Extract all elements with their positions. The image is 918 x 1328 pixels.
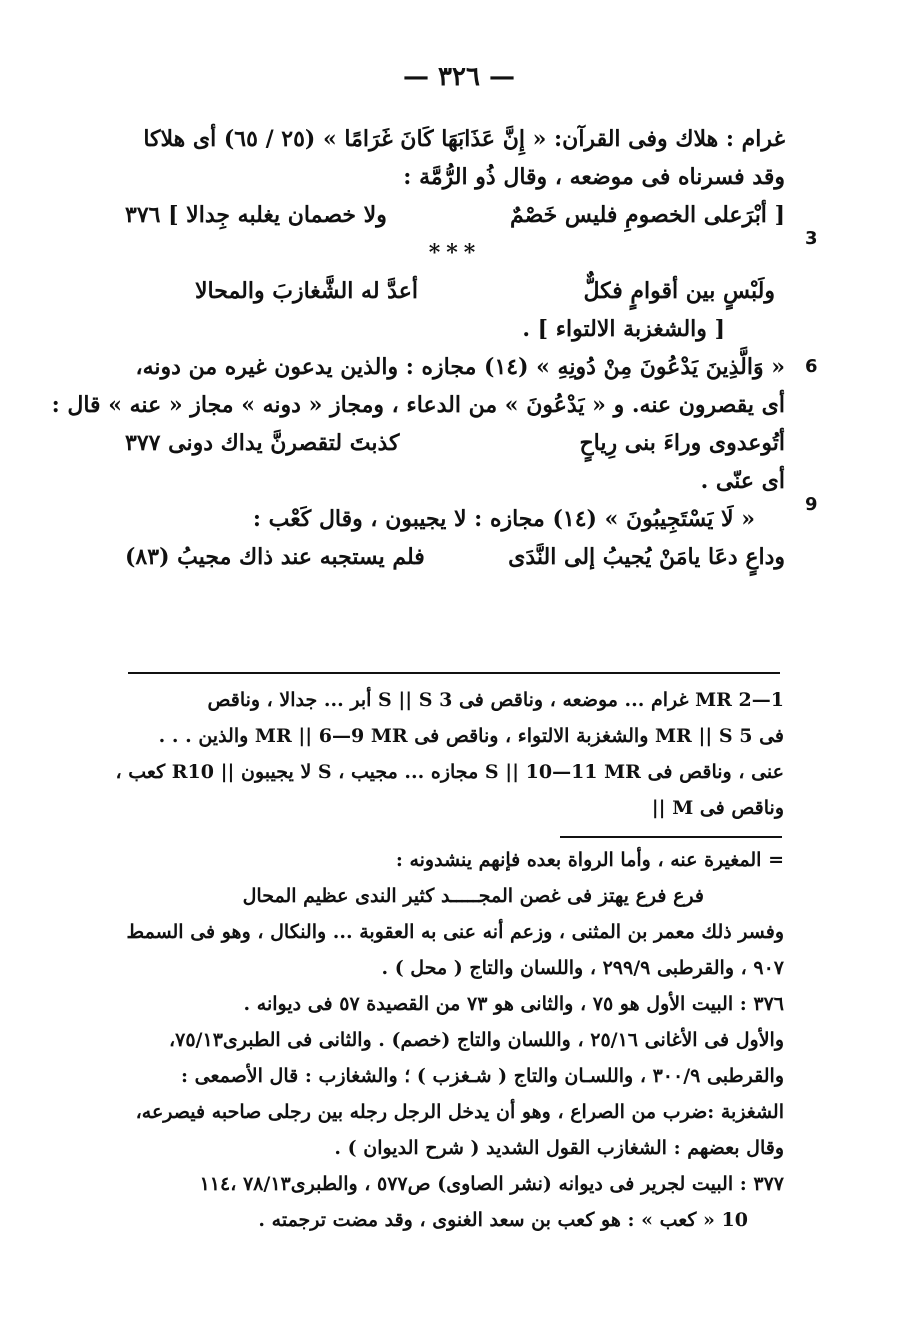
apparatus-line: وناقص فى M || [651, 797, 784, 819]
text-line: أى يقصرون عنه. و « يَدْعُونَ » من الدعاء ، ومجاز « دونه » مجاز « عنه » قال : [51, 392, 785, 418]
text-line: « لَا يَسْتَجِيبُونَ » (١٤) مجازه : لا يجيبون ، وقال كَعْب : [252, 506, 755, 532]
footnotes [128, 842, 784, 1238]
verse-first-hemistich: وداعٍ دعَا يامَنْ يُجيبُ إلى النَّدَى [508, 544, 785, 570]
page-number: — ٣٢٦ — [402, 62, 516, 92]
critical-apparatus [115, 682, 784, 826]
footnote-line: ٣٧٧ : البيت لجرير فى ديوانه (نشر الصاوى) ص٥٧٧ ، والطبرى٧٨/١٣ ،١١٤ [199, 1173, 784, 1195]
apparatus-divider [128, 672, 780, 674]
apparatus-line: MR 2—1 غرام ... موضعه ، وناقص فى S || S 3 أبر ... جدالا ، وناقص [207, 689, 784, 711]
verse-second-hemistich: فلم يستجبه عند ذاك مجيبُ (٨٣) [125, 544, 425, 570]
verse-second-hemistich: أعدَّ له الشَّغازبَ والمحالا [195, 278, 418, 304]
footnote-line: = المغيرة عنه ، وأما الرواة بعده فإنهم ينشدونه : [395, 849, 784, 871]
footnote-line: وقال بعضهم : الشغازب القول الشديد ( شرح الديوان ) . [334, 1137, 784, 1159]
verse [125, 196, 785, 234]
line-number: 6 [805, 356, 818, 377]
apparatus-line: عنى ، وناقص فى S || 10—11 MR مجازه ... مجيب ، S لا يجيبون || R10 كعب ، [115, 761, 784, 783]
text-line: وقد فسرناه فى موضعه ، وقال ذُو الرُّمَّة : [403, 164, 785, 190]
footnote-verse: فرع فرع يهتز فى غصن المجـــــد كثير الندى عظيم المحال [242, 885, 704, 907]
verse-first-hemistich: [ أبْرَعلى الخصومِ فليس خَصْمٌ [509, 202, 785, 228]
text-line: أى عنّى . [700, 468, 785, 494]
main-text [51, 120, 785, 576]
footnote-line: 10 « كعب » : هو كعب بن سعد الغنوى ، وقد مضت ترجمته . [258, 1209, 748, 1231]
footnote-rule [560, 836, 782, 838]
apparatus-line: فى MR || S 5 والشغزبة الالتواء ، وناقص فى MR || 6—9 MR والذين . . . [158, 725, 784, 747]
verse [125, 538, 785, 576]
footnote-line: وفسر ذلك معمر بن المثنى ، وزعم أنه عنى به العقوبة ... والنكال ، وهو فى السمط [126, 921, 784, 943]
verse-second-hemistich: ولا خصمان يغلبه جِدالا ] ٣٧٦ [125, 202, 387, 228]
line-number: 3 [805, 228, 818, 249]
verse-first-hemistich: أتُوعدوى وراءَ بنى رِياحٍ [579, 430, 785, 456]
verse-first-hemistich: ولَبْسٍ بين أقوامٍ فكلٌّ [583, 278, 775, 304]
text-line: « وَالَّذِينَ يَدْعُونَ مِنْ دُونِهِ » (١٤) مجازه : والذين يدعون غيره من دونه، [135, 354, 785, 380]
footnote-line: والقرطبى ٣٠٠/٩ ، واللسـان والتاج ( شـغزب ) ؛ والشغازب : قال الأصمعى : [181, 1065, 784, 1087]
footnote-line: ٣٧٦ : البيت الأول هو ٧٥ ، والثانى هو ٧٣ من القصيدة ٥٧ فى ديوانه . [243, 993, 784, 1015]
verse-continuation: [ والشغزبة الالتواء ] . [522, 316, 725, 342]
verse [125, 272, 785, 310]
text-line: غرام : هلاك وفى القرآن: « إِنَّ عَذَابَهَا كَانَ غَرَامًا » (٢٥ / ٦٥) أى هلاكا [143, 126, 785, 152]
footnote-line: الشغزبة :ضرب من الصراع ، وهو أن يدخل الرجل رجله بين رجلى صاحبه فيصرعه، [135, 1101, 784, 1123]
verse [125, 424, 785, 462]
verse-second-hemistich: كذبتَ لتقصرنَّ يداك دونى ٣٧٧ [125, 430, 400, 456]
section-stars: *** [428, 240, 482, 266]
line-number: 9 [805, 494, 818, 515]
footnote-line: والأول فى الأغانى ٢٥/١٦ ، واللسان والتاج (خصم) . والثانى فى الطبرى٧٥/١٣، [169, 1029, 784, 1051]
footnote-line: ٩٠٧ ، والقرطبى ٢٩٩/٩ ، واللسان والتاج ( محل ) . [381, 957, 784, 979]
